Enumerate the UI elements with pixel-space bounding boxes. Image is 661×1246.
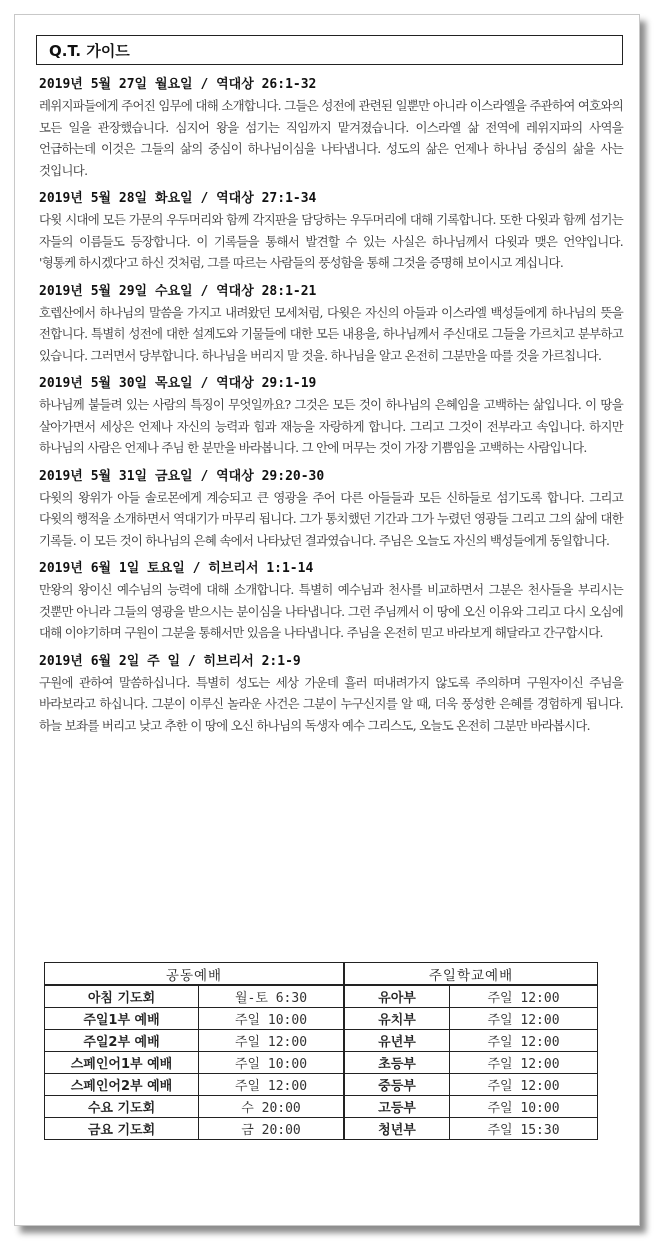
entry-body: 다윗의 왕위가 아들 솔로몬에게 계승되고 큰 영광을 주어 다른 아들들과 모든 신하들로 섬기도록 합니다. 그리고 다윗의 행적을 소개하면서 역대기가 마무리 됩니다. 그가 통치했던 기간과 그가 누렸던 영광들 그리고 그의 삶에 대한 기록들. 이 모든 것이 하나님의 은혜 속에서 나타났던 결과였습니다. 주님은 오늘도 자신의 백성들에게 동일합니다. <box>39 489 623 548</box>
department-name: 청년부 <box>344 1118 450 1140</box>
worship-header: 공동예배 <box>45 963 345 986</box>
department-time: 주일 12:00 <box>450 1074 598 1096</box>
entry-body: 구원에 관하여 말씀하십니다. 특별히 성도는 세상 가운데 흘러 떠내려가지 않도록 주의하며 구원자이신 주님을 바라보라고 하십니다. 그분이 이루신 놀라운 사건은 그분이 누구신지를 알 때, 더욱 풍성한 은혜를 경험하게 됩니다. 하늘 보좌를 버리고 낮고 추한 이 땅에 오신 하나님의 독생자 예수 그리스도, 오늘도 온전히 그분만 바라봅시다. <box>39 674 623 733</box>
entry-body: 하나님께 붙들려 있는 사람의 특징이 무엇일까요? 그것은 모든 것이 하나님의 은혜임을 고백하는 삶입니다. 이 땅을 살아가면서 세상은 언제나 자신의 능력과 힘과 재능을 자랑하게 합니다. 그리고 그것이 전부라고 속입니다. 하지만 하나님의 사람은 언제나 주님 한 분만을 바라봅니다. 그 안에 머무는 것이 가장 기쁨임을 고백하는 사람입니다. <box>39 397 623 455</box>
entry-heading: 2019년 5월 27일 월요일 / 역대상 26:1-32 <box>39 77 317 92</box>
service-time: 수 20:00 <box>199 1096 345 1118</box>
sunday-school-header: 주일학교예배 <box>344 963 598 986</box>
service-name: 주일1부 예배 <box>45 1008 199 1030</box>
service-name: 스페인어1부 예배 <box>45 1052 199 1074</box>
department-time: 주일 12:00 <box>450 1008 598 1030</box>
department-name: 중등부 <box>344 1074 450 1096</box>
table-row <box>45 1118 598 1140</box>
schedule-header-row <box>45 963 598 986</box>
table-row <box>45 1052 598 1074</box>
entry-heading: 2019년 5월 28일 화요일 / 역대상 27:1-34 <box>39 191 317 206</box>
entry-body: 다윗 시대에 모든 가문의 우두머리와 함께 각지판을 담당하는 우두머리에 대해 기록합니다. 또한 다윗과 함께 섬기는 자들의 이름들도 등장합니다. 이 기록들을 통해서 발견할 수 있는 사실은 하나님께서 다윗과 맺은 언약입니다. '형통케 하시겠다'고 하신 것처럼, 그를 따르는 사람들의 풍성함을 통해 그것을 증명해 보이시고 계십니다. <box>39 212 623 270</box>
entry-heading: 2019년 6월 1일 토요일 / 히브리서 1:1-14 <box>39 561 314 576</box>
entry-heading: 2019년 5월 29일 수요일 / 역대상 28:1-21 <box>39 283 317 299</box>
entry-body: 호렙산에서 하나님의 말씀을 가지고 내려왔던 모세처럼, 다윗은 자신의 아들과 이스라엘 백성들에게 하나님의 뜻을 전합니다. 특별히 성전에 대한 설계도와 기물들에 대한 모든 내용을, 하나님께서 주신대로 그들을 가르치고 분부하고 있습니다. 그러면서 당부합니다. 하나님을 버리지 말 것을. 하나님을 알고 온전히 그분만을 따를 것을 가르칩니다. <box>39 304 623 363</box>
service-name: 아침 기도회 <box>45 985 199 1008</box>
qt-entry <box>39 75 623 181</box>
qt-entry <box>39 374 623 459</box>
worship-schedule-table <box>44 962 598 1140</box>
entry-heading: 2019년 5월 31일 금요일 / 역대상 29:20-30 <box>39 468 325 484</box>
service-name: 스페인어2부 예배 <box>45 1074 199 1096</box>
department-time: 주일 12:00 <box>450 1052 598 1074</box>
department-name: 유년부 <box>344 1030 450 1052</box>
table-row <box>45 1008 598 1030</box>
qt-entry <box>39 467 623 552</box>
entry-body: 만왕의 왕이신 예수님의 능력에 대해 소개합니다. 특별히 예수님과 천사를 비교하면서 그분은 천사들을 부리시는 것뿐만 아니라 그들의 영광을 받으시는 분이심을 나타냅니다. 그런 주님께서 이 땅에 오신 이유와 그리고 다시 오심에 대해 이야기하며 구원이 그분을 통해서만 있음을 나타냅니다. 주님을 온전히 믿고 바라보게 해달라고 간구합시다. <box>39 582 623 640</box>
department-name: 초등부 <box>344 1052 450 1074</box>
header-box <box>36 35 623 65</box>
department-time: 주일 12:00 <box>450 1030 598 1052</box>
department-name: 유아부 <box>344 985 450 1008</box>
service-name: 주일2부 예배 <box>45 1030 199 1052</box>
qt-entry <box>39 282 623 367</box>
table-row <box>45 985 598 1008</box>
department-name: 고등부 <box>344 1096 450 1118</box>
service-time: 주일 10:00 <box>199 1008 345 1030</box>
qt-entry <box>39 189 623 274</box>
service-time: 금 20:00 <box>199 1118 345 1140</box>
department-time: 주일 12:00 <box>450 985 598 1008</box>
entry-body: 레위지파들에게 주어진 임무에 대해 소개합니다. 그들은 성전에 관련된 일뿐만 아니라 이스라엘을 주관하여 여호와의 모든 일을 관장했습니다. 심지어 왕을 섬기는 직임까지 맡겨졌습니다. 이스라엘 삶 전역에 레위지파의 사역을 언급하는데 이것은 그들의 삶의 중심이 하나님이심을 나타냅니다. 성도의 삶은 언제나 하나님 중심의 삶을 사는 것입니다. <box>39 98 623 178</box>
table-row <box>45 1074 598 1096</box>
qt-entries <box>39 75 623 744</box>
entry-heading: 2019년 6월 2일 주 일 / 히브리서 2:1-9 <box>39 653 301 669</box>
service-name: 수요 기도회 <box>45 1096 199 1118</box>
service-name: 금요 기도회 <box>45 1118 199 1140</box>
department-time: 주일 10:00 <box>450 1096 598 1118</box>
page-title: Q.T. 가이드 <box>49 42 130 60</box>
service-time: 주일 10:00 <box>199 1052 345 1074</box>
service-time: 월-토 6:30 <box>199 985 345 1008</box>
service-time: 주일 12:00 <box>199 1074 345 1096</box>
department-name: 유치부 <box>344 1008 450 1030</box>
qt-entry <box>39 652 623 737</box>
qt-entry <box>39 559 623 644</box>
entry-heading: 2019년 5월 30일 목요일 / 역대상 29:1-19 <box>39 376 317 391</box>
table-row <box>45 1096 598 1118</box>
service-time: 주일 12:00 <box>199 1030 345 1052</box>
department-time: 주일 15:30 <box>450 1118 598 1140</box>
table-row <box>45 1030 598 1052</box>
